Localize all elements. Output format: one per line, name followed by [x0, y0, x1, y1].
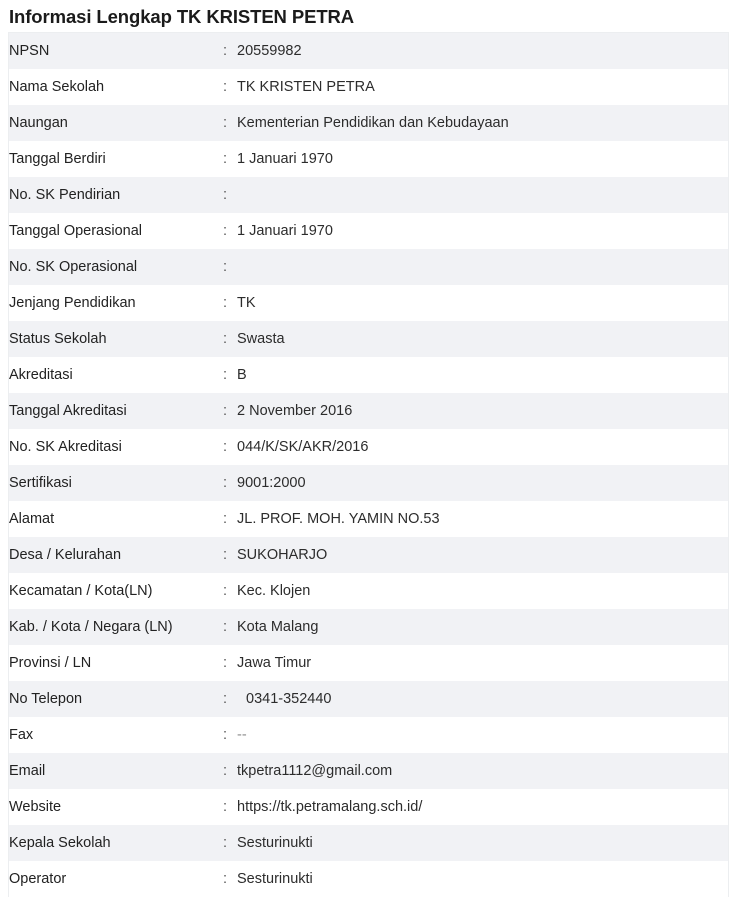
row-label: No. SK Pendirian — [9, 187, 121, 203]
row-separator: : — [223, 547, 228, 563]
row-label: Kab. / Kota / Negara (LN) — [9, 619, 173, 635]
table-row — [9, 33, 728, 69]
row-label: Provinsi / LN — [9, 655, 92, 671]
row-separator: : — [223, 799, 228, 815]
row-value: 2 November 2016 — [237, 403, 353, 419]
row-value: TK — [237, 295, 256, 311]
row-value: Sesturinukti — [237, 871, 313, 887]
school-info-table — [9, 33, 728, 897]
row-label: Sertifikasi — [9, 475, 72, 491]
table-row — [9, 537, 728, 573]
row-label: Desa / Kelurahan — [9, 547, 122, 563]
page-title: Informasi Lengkap TK KRISTEN PETRA — [9, 6, 355, 27]
table-row — [9, 285, 728, 321]
row-separator: : — [223, 43, 228, 59]
row-label: NPSN — [9, 43, 50, 59]
row-label: Website — [9, 799, 62, 815]
row-value: B — [237, 367, 247, 383]
table-row — [9, 465, 728, 501]
row-separator: : — [223, 655, 228, 671]
row-separator: : — [223, 727, 228, 743]
table-row — [9, 249, 728, 285]
row-value: 0341-352440 — [246, 691, 332, 707]
row-separator: : — [223, 259, 228, 275]
table-row — [9, 717, 728, 753]
table-row — [9, 825, 728, 861]
row-separator: : — [223, 151, 228, 167]
school-info-table-container — [8, 32, 729, 897]
table-row — [9, 177, 728, 213]
row-value: Sesturinukti — [237, 835, 313, 851]
row-separator: : — [223, 511, 228, 527]
row-value: Swasta — [237, 331, 285, 347]
table-row — [9, 141, 728, 177]
row-separator: : — [223, 115, 228, 131]
row-value: SUKOHARJO — [237, 547, 328, 563]
row-label: Kecamatan / Kota(LN) — [9, 583, 153, 599]
row-label: Status Sekolah — [9, 331, 107, 347]
row-label: Jenjang Pendidikan — [9, 295, 136, 311]
row-separator: : — [223, 763, 228, 779]
row-label: Akreditasi — [9, 367, 73, 383]
row-value: 1 Januari 1970 — [237, 223, 333, 239]
row-separator: : — [223, 187, 228, 203]
table-row — [9, 789, 728, 825]
row-label: No. SK Operasional — [9, 259, 138, 275]
row-value: 044/K/SK/AKR/2016 — [237, 439, 369, 455]
table-row — [9, 681, 728, 717]
table-row — [9, 645, 728, 681]
row-value: Jawa Timur — [237, 655, 312, 671]
table-row — [9, 321, 728, 357]
row-value: https://tk.petramalang.sch.id/ — [237, 799, 423, 815]
row-value: Kota Malang — [237, 619, 319, 635]
row-separator: : — [223, 583, 228, 599]
row-value: tkpetra1112@gmail.com — [237, 763, 393, 779]
table-row — [9, 69, 728, 105]
row-label: Naungan — [9, 115, 68, 131]
school-info-table-body — [9, 33, 728, 897]
row-value: 20559982 — [237, 43, 302, 59]
row-value: 1 Januari 1970 — [237, 151, 333, 167]
row-label: Kepala Sekolah — [9, 835, 111, 851]
table-row — [9, 609, 728, 645]
row-separator: : — [223, 871, 228, 887]
row-value: -- — [237, 727, 247, 743]
table-row — [9, 753, 728, 789]
row-separator: : — [223, 835, 228, 851]
table-row — [9, 105, 728, 141]
row-separator: : — [223, 619, 228, 635]
row-separator: : — [223, 367, 228, 383]
row-separator: : — [223, 223, 228, 239]
row-label: Fax — [9, 727, 34, 743]
table-row — [9, 429, 728, 465]
row-value: TK KRISTEN PETRA — [237, 79, 375, 95]
row-separator: : — [223, 331, 228, 347]
row-label: Alamat — [9, 511, 55, 527]
row-label: Email — [9, 763, 46, 779]
row-separator: : — [223, 403, 228, 419]
row-separator: : — [223, 691, 228, 707]
table-row — [9, 501, 728, 537]
row-value: 9001:2000 — [237, 475, 306, 491]
row-label: No Telepon — [9, 691, 83, 707]
row-separator: : — [223, 79, 228, 95]
row-label: Tanggal Berdiri — [9, 151, 106, 167]
row-value: Kementerian Pendidikan dan Kebudayaan — [237, 115, 509, 131]
row-label: Tanggal Operasional — [9, 223, 143, 239]
row-separator: : — [223, 295, 228, 311]
row-label: No. SK Akreditasi — [9, 439, 122, 455]
row-separator: : — [223, 439, 228, 455]
row-separator: : — [223, 475, 228, 491]
row-label: Operator — [9, 871, 67, 887]
row-label: Tanggal Akreditasi — [9, 403, 127, 419]
row-value: JL. PROF. MOH. YAMIN NO.53 — [237, 511, 440, 527]
row-value: Kec. Klojen — [237, 583, 311, 599]
table-row — [9, 861, 728, 897]
row-label: Nama Sekolah — [9, 79, 105, 95]
table-row — [9, 573, 728, 609]
table-row — [9, 213, 728, 249]
table-row — [9, 357, 728, 393]
row-value — [237, 249, 728, 285]
row-value — [237, 177, 728, 213]
table-row — [9, 393, 728, 429]
